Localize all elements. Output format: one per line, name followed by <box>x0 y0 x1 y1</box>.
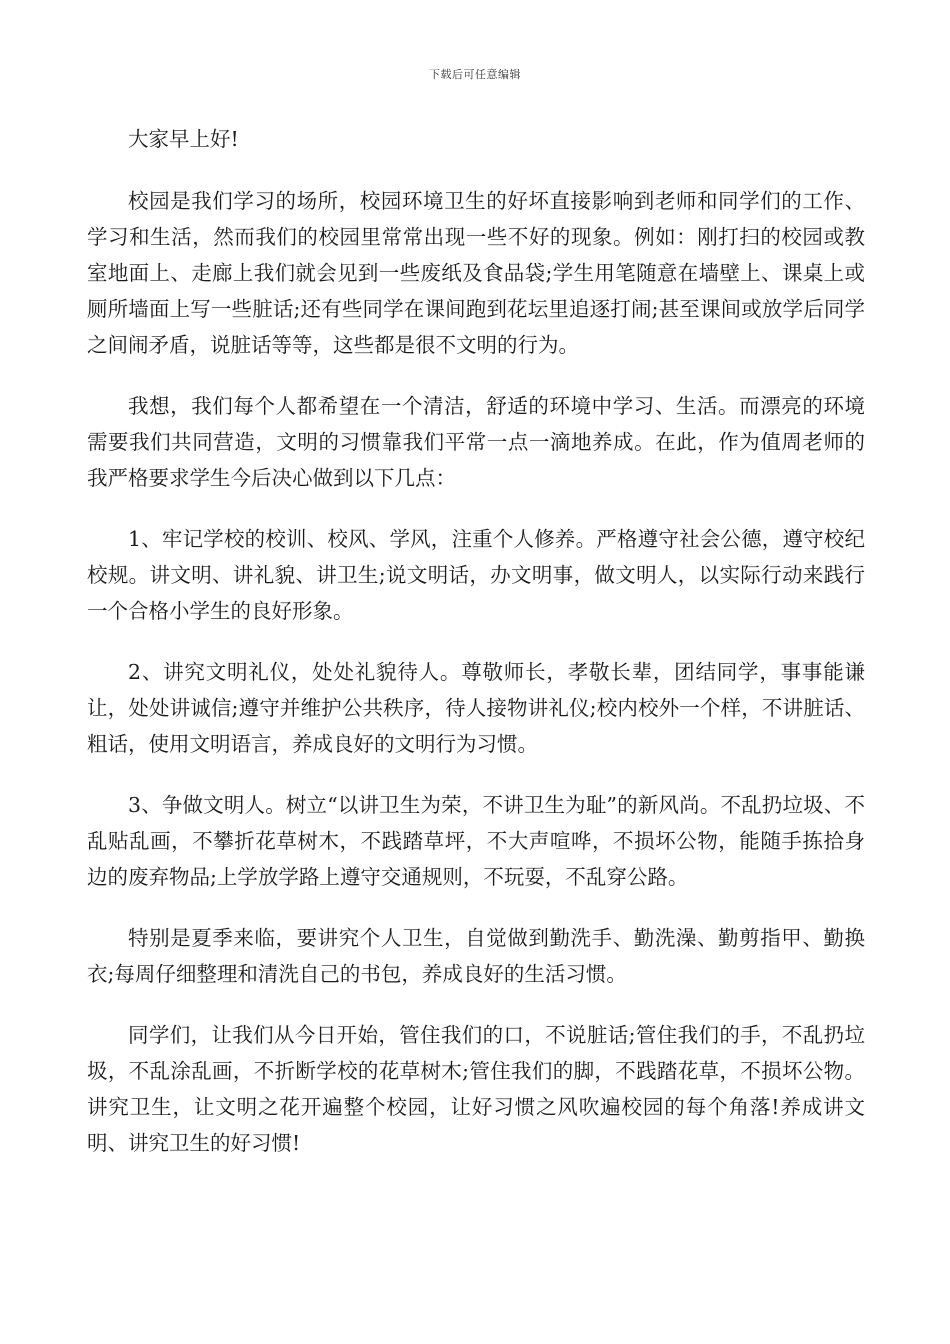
document-body <box>87 121 865 1186</box>
paragraph-closing: 同学们，让我们从今日开始，管住我们的口，不说脏话;管住我们的手，不乱扔垃圾，不乱涂乱画，不折断学校的花草树木;管住我们的脚，不践踏花草，不损坏公物。讲究卫生，让文明之花开遍整个校园，让好习惯之风吹遍校园的每个角落!养成讲文明、讲究卫生的好习惯! <box>87 1023 865 1155</box>
paragraph-summer-hygiene: 特别是夏季来临，要讲究个人卫生，自觉做到勤洗手、勤洗澡、勤剪指甲、勤换衣;每周仔细整理和清洗自己的书包，养成良好的生活习惯。 <box>87 926 865 986</box>
paragraph-point-3: 3、争做文明人。树立“以讲卫生为荣，不讲卫生为耻”的新风尚。不乱扔垃圾、不乱贴乱画，不攀折花草树木，不践踏草坪，不大声喧哗，不损坏公物，能随手拣拾身边的废弃物品;上学放学路上遵守交通规则，不玩耍，不乱穿公路。 <box>87 793 865 889</box>
header-note: 下载后可任意编辑 <box>429 68 521 81</box>
paragraph-point-1: 1、牢记学校的校训、校风、学风，注重个人修养。严格遵守社会公德，遵守校纪校规。讲文明、讲礼貌、讲卫生;说文明话，办文明事，做文明人，以实际行动来践行一个合格小学生的良好形象。 <box>87 527 865 623</box>
paragraph-point-2: 2、讲究文明礼仪，处处礼貌待人。尊敬师长，孝敬长辈，团结同学，事事能谦让，处处讲诚信;遵守并维护公共秩序，待人接物讲礼仪;校内校外一个样，不讲脏话、粗话，使用文明语言，养成良好的文明行为习惯。 <box>87 660 865 756</box>
greeting-paragraph: 大家早上好! <box>128 127 239 151</box>
paragraph-clean-environment: 我想，我们每个人都希望在一个清洁，舒适的环境中学习、生活。而漂亮的环境需要我们共同营造，文明的习惯靠我们平常一点一滴地养成。在此，作为值周老师的我严格要求学生今后决心做到以下几点： <box>87 394 865 490</box>
paragraph-campus-problems: 校园是我们学习的场所，校园环境卫生的好坏直接影响到老师和同学们的工作、学习和生活，然而我们的校园里常常出现一些不好的现象。例如：刚打扫的校园或教室地面上、走廊上我们就会见到一些废纸及食品袋;学生用笔随意在墙壁上、课桌上或厕所墙面上写一些脏话;还有些同学在课间跑到花坛里追逐打闹;甚至课间或放学后同学之间闹矛盾，说脏话等等，这些都是很不文明的行为。 <box>87 189 865 357</box>
